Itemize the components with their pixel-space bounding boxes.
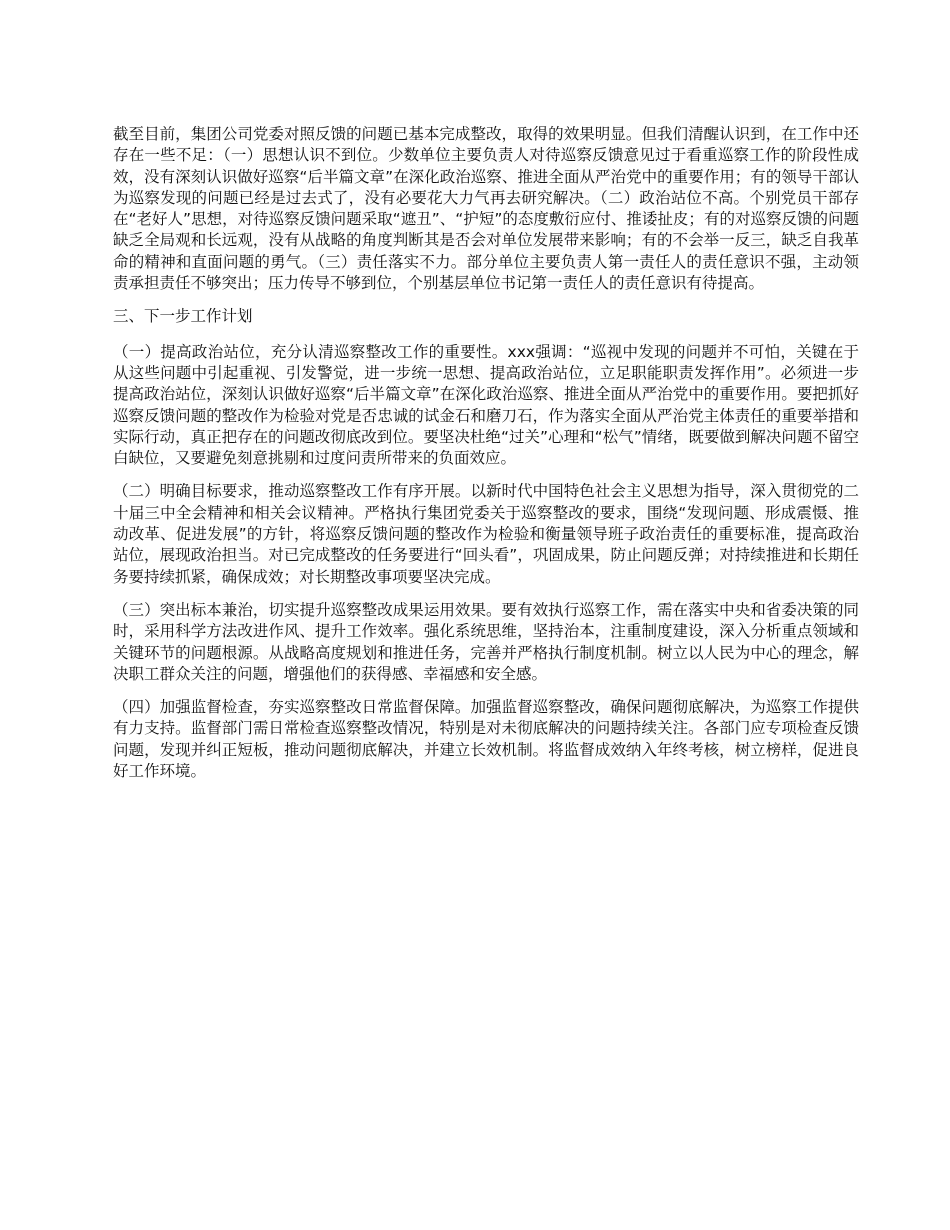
document-body [113, 124, 859, 794]
paragraph-summary: 截至目前，集团公司党委对照反馈的问题已基本完成整改，取得的效果明显。但我们清醒认识到，在工作中还存在一些不足：（一）思想认识不到位。少数单位主要负责人对待巡察反馈意见过于看重巡察工作的阶段性成效，没有深刻认识做好巡察“后半篇文章”在深化政治巡察、推进全面从严治党中的重要作用；有的领导干部认为巡察发现的问题已经是过去式了，没有必要花大力气再去研究解决。（二）政治站位不高。个别党员干部存在“老好人”思想，对待巡察反馈问题采取“遮丑”、“护短”的态度敷衍应付、推诿扯皮；有的对巡察反馈的问题缺乏全局观和长远观，没有从战略的角度判断其是否会对单位发展带来影响；有的不会举一反三，缺乏自我革命的精神和直面问题的勇气。（三）责任落实不力。部分单位主要负责人第一责任人的责任意识不强，主动领责承担责任不够突出；压力传导不够到位，个别基层单位书记第一责任人的责任意识有待提高。 [113, 125, 859, 293]
section-heading-next-steps: 三、下一步工作计划 [113, 307, 253, 326]
paragraph-plan-4: （四）加强监督检查，夯实巡察整改日常监督保障。加强监督巡察整改，确保问题彻底解决，为巡察工作提供有力支持。监督部门需日常检查巡察整改情况，特别是对未彻底解决的问题持续关注。各部门应专项检查反馈问题，发现并纠正短板，推动问题彻底解决，并建立长效机制。将监督成效纳入年终考核，树立榜样，促进良好工作环境。 [113, 698, 859, 781]
paragraph-plan-1: （一）提高政治站位，充分认清巡察整改工作的重要性。xxx强调：“巡视中发现的问题并不可怕，关键在于从这些问题中引起重视、引发警觉，进一步统一思想、提高政治站位，立足职能职责发挥作用”。必须进一步提高政治站位，深刻认识做好巡察“后半篇文章”在深化政治巡察、推进全面从严治党中的重要作用。要把抓好巡察反馈问题的整改作为检验对党是否忠诚的试金石和磨刀石，作为落实全面从严治党主体责任的重要举措和实际行动，真正把存在的问题改彻底改到位。要坚决杜绝“过关”心理和“松气”情绪，既要做到解决问题不留空白缺位，又要避免刻意挑剔和过度问责所带来的负面效应。 [113, 342, 859, 468]
paragraph-plan-2: （二）明确目标要求，推动巡察整改工作有序开展。以新时代中国特色社会主义思想为指导，深入贯彻党的二十届三中全会精神和相关会议精神。严格执行集团党委关于巡察整改的要求，围绕“发现问题、形成震慑、推动改革、促进发展”的方针，将巡察反馈问题的整改作为检验和衡量领导班子政治责任的重要标准，提高政治站位，展现政治担当。对已完成整改的任务要进行“回头看”，巩固成果，防止问题反弹；对持续推进和长期任务要持续抓紧，确保成效；对长期整改事项要坚决完成。 [113, 482, 859, 586]
paragraph-plan-3: （三）突出标本兼治，切实提升巡察整改成果运用效果。要有效执行巡察工作，需在落实中央和省委决策的同时，采用科学方法改进作风、提升工作效率。强化系统思维，坚持治本，注重制度建设，深入分析重点领域和关键环节的问题根源。从战略高度规划和推进任务，完善并严格执行制度机制。树立以人民为中心的理念，解决职工群众关注的问题，增强他们的获得感、幸福感和安全感。 [113, 600, 859, 683]
